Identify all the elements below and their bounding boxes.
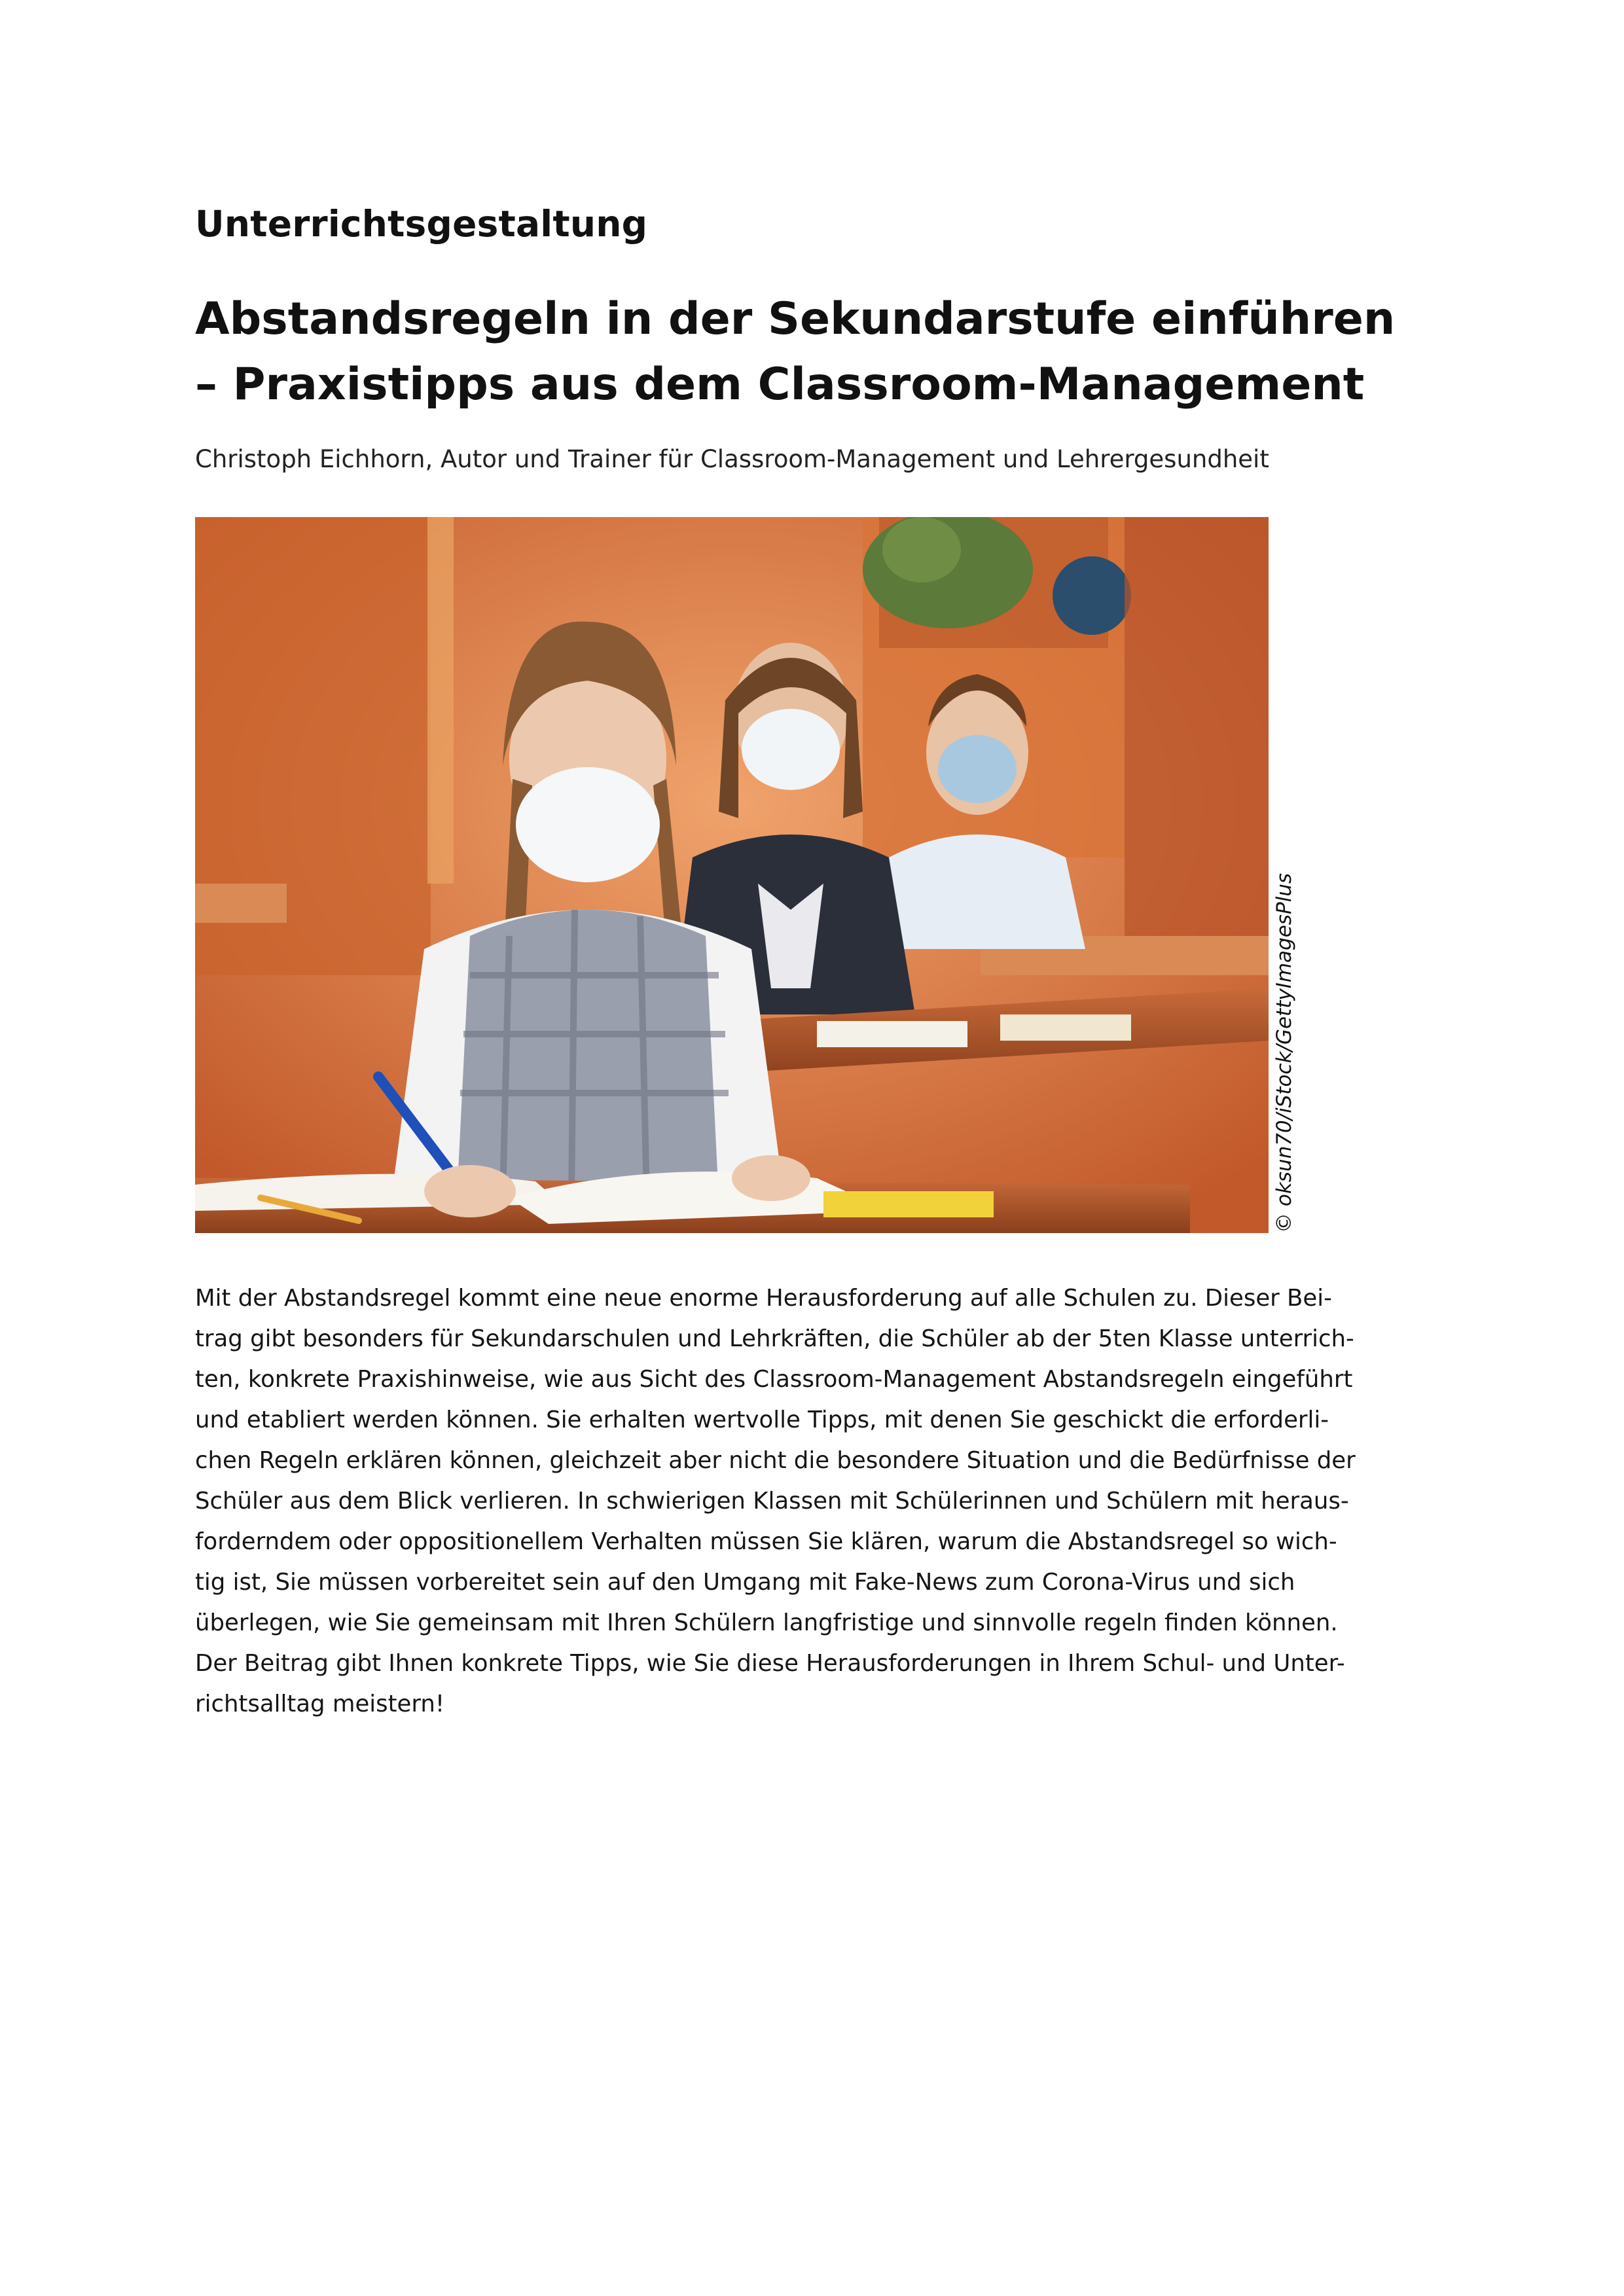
article-title — [195, 287, 1395, 418]
title-line: – Praxistipps aus dem Classroom-Management — [195, 359, 1365, 410]
author-byline: Christoph Eichhorn, Autor und Trainer für Classroom-Management und Lehrergesundheit — [195, 445, 1269, 473]
intro-paragraph — [195, 1278, 1356, 1725]
paragraph-line: trag gibt besonders für Sekundarschulen und Lehrkräften, die Schüler ab der 5ten Klasse unterrich- — [195, 1325, 1354, 1352]
paragraph-line: überlegen, wie Sie gemeinsam mit Ihren Schülern langfristige und sinnvolle regeln finden können. — [195, 1609, 1338, 1636]
section-label: Unterrichtsgestaltung — [195, 203, 648, 245]
title-line: Abstandsregeln in der Sekundarstufe einführen — [195, 293, 1396, 345]
paragraph-line: chen Regeln erklären können, gleichzeit aber nicht die besondere Situation und die Bedürfnisse der — [195, 1447, 1356, 1474]
paragraph-line: forderndem oder oppositionellem Verhalten müssen Sie klären, warum die Abstandsregel so wich- — [195, 1528, 1337, 1555]
paragraph-line: Mit der Abstandsregel kommt eine neue enorme Herausforderung auf alle Schulen zu. Dieser Bei- — [195, 1285, 1332, 1312]
paragraph-line: Schüler aus dem Blick verlieren. In schwierigen Klassen mit Schülerinnen und Schülern mit heraus- — [195, 1488, 1349, 1515]
image-credit: © oksun70/iStock/GettyImagesPlus — [1272, 872, 1296, 1233]
paragraph-line: ten, konkrete Praxishinweise, wie aus Sicht des Classroom-Management Abstandsregeln eingeführt — [195, 1366, 1353, 1393]
paragraph-line: richtsalltag meistern! — [195, 1691, 445, 1717]
paragraph-line: und etabliert werden können. Sie erhalten wertvolle Tipps, mit denen Sie geschickt die erforderli- — [195, 1407, 1329, 1433]
paragraph-line: tig ist, Sie müssen vorbereitet sein auf den Umgang mit Fake-News zum Corona-Virus und sich — [195, 1569, 1295, 1596]
paragraph-line: Der Beitrag gibt Ihnen konkrete Tipps, wie Sie diese Herausforderungen in Ihrem Schul- und Unter- — [195, 1650, 1345, 1677]
classroom-photo — [195, 517, 1269, 1233]
